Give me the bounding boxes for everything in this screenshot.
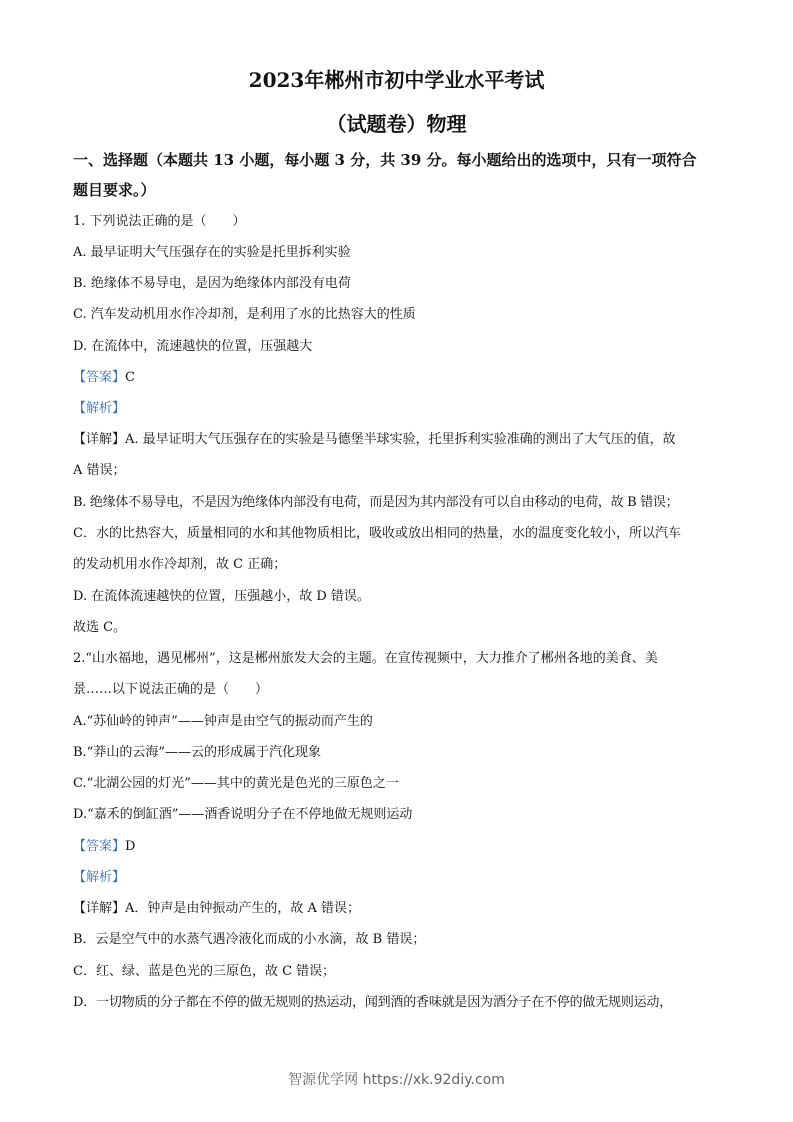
q2-detail-line: C．红、绿、蓝是色光的三原色，故 C 错误； — [73, 964, 336, 979]
q2-detail-line: D．一切物质的分子都在不停的做无规则的热运动，闻到酒的香味就是因为酒分子在不停的做无规则运动， — [73, 995, 673, 1010]
q2-option-a: A.“苏仙岭的钟声”——钟声是由空气的振动而产生的 — [73, 714, 373, 729]
q2-detail-line — [73, 900, 733, 918]
q1-detail-line: A 错误； — [73, 463, 126, 478]
analysis-tag: 【解析】 — [73, 870, 126, 885]
answer-tag: 【答案】 — [73, 370, 126, 385]
q1-conclusion: 故选 C。 — [73, 620, 127, 635]
detail-tag: 【详解】 — [73, 432, 126, 447]
q1-detail-line: B. 绝缘体不易导电，不是因为绝缘体内部没有电荷，而是因为其内部没有可以自由移动的电荷，故 B 错误； — [73, 495, 679, 510]
q1-answer — [73, 369, 733, 387]
footer-watermark-link[interactable]: 智源优学网 https://xk.92diy.com — [288, 1072, 505, 1088]
q2-analysis — [73, 869, 733, 887]
page-subtitle: （试题卷）物理 — [326, 112, 467, 136]
q1-detail-line: D. 在流体流速越快的位置，压强越小，故 D 错误。 — [73, 589, 370, 604]
q2-detail-line: B．云是空气中的水蒸气遇冷液化而成的小水滴，故 B 错误； — [73, 932, 426, 947]
q2-option-c: C.“北湖公园的灯光”——其中的黄光是色光的三原色之一 — [73, 776, 399, 791]
q1-detail-line — [73, 431, 733, 449]
q1-detail-line: C．水的比热容大，质量相同的水和其他物质相比，吸收或放出相同的热量，水的温度变化较小，所以汽车 — [73, 526, 681, 541]
section-heading-cont: 题目要求。） — [73, 181, 156, 199]
q2-stem-cont: 景……以下说法正确的是（ ） — [73, 682, 269, 697]
analysis-tag: 【解析】 — [73, 401, 126, 416]
answer-value: D — [125, 839, 136, 854]
section-heading: 一、选择题（本题共 13 小题，每小题 3 分，共 39 分。每小题给出的选项中，只有一项符合 — [73, 151, 697, 169]
answer-tag: 【答案】 — [73, 839, 126, 854]
answer-value: C — [125, 370, 135, 385]
q1-detail-line: 的发动机用水作冷却剂，故 C 正确； — [73, 557, 287, 572]
q1-option-d: D. 在流体中，流速越快的位置，压强越大 — [73, 339, 313, 354]
q2-answer — [73, 838, 733, 856]
q2-option-d: D.“嘉禾的倒缸酒”——酒香说明分子在不停地做无规则运动 — [73, 807, 413, 822]
q2-stem: 2.“山水福地，遇见郴州”，这是郴州旅发大会的主题。在宣传视频中，大力推介了郴州各地的美食、美 — [73, 651, 658, 666]
q2-option-b: B.“莽山的云海”——云的形成属于汽化现象 — [73, 745, 321, 760]
q1-option-b: B. 绝缘体不易导电，是因为绝缘体内部没有电荷 — [73, 276, 351, 291]
q1-option-a: A. 最早证明大气压强存在的实验是托里拆利实验 — [73, 245, 351, 260]
detail-tag: 【详解】 — [73, 901, 126, 916]
q1-option-c: C. 汽车发动机用水作冷却剂，是利用了水的比热容大的性质 — [73, 307, 416, 322]
q1-analysis — [73, 400, 733, 418]
detail-text: A. 最早证明大气压强存在的实验是马德堡半球实验，托里拆利实验准确的测出了大气压的值，故 — [125, 432, 676, 447]
detail-text: A．钟声是由钟振动产生的，故 A 错误； — [125, 901, 361, 916]
q1-stem: 1. 下列说法正确的是（ ） — [73, 214, 246, 229]
page-title: 2023年郴州市初中学业水平考试 — [248, 68, 545, 92]
